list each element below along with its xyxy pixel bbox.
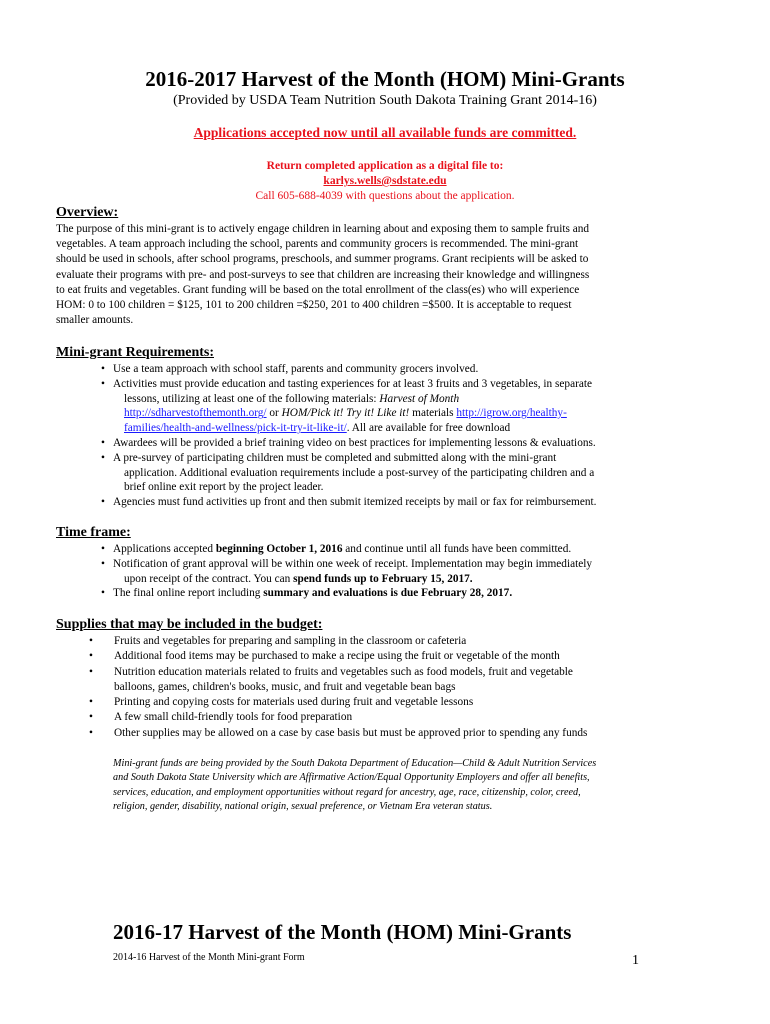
bullet-icon: •: [89, 650, 93, 663]
list-item: • Notification of grant approval will be within one week of receipt. Implementation may begin immediately upon receipt of the contract. You can spend funds up to February 15, 2017.: [101, 557, 593, 585]
page-number: 1: [632, 953, 639, 968]
page-title: 2016-2017 Harvest of the Month (HOM) Mini-Grants: [145, 67, 625, 91]
list-item: • A few small child-friendly tools for food preparation: [89, 710, 679, 725]
bullet-icon: •: [89, 635, 93, 647]
bullet-icon: •: [101, 377, 105, 390]
bullet-icon: •: [89, 726, 93, 739]
overview-line: HOM: 0 to 100 children = $125, 101 to 200 children =$250, 201 to 400 children =$500. It is acceptable to request: [56, 299, 572, 312]
list-item: • Printing and copying costs for materials used during fruit and vegetable lessons: [89, 695, 679, 710]
overview-line: smaller amounts.: [56, 314, 134, 327]
bullet-icon: •: [89, 665, 93, 678]
contact-phone-text: Call 605-688-4039 with questions about the application.: [255, 190, 515, 202]
return-instructions: Return completed application as a digital file to:: [266, 160, 504, 172]
contact-email-link[interactable]: karlys.wells@sdstate.edu: [323, 175, 447, 187]
next-page-title: 2016-17 Harvest of the Month (HOM) Mini-Grants: [113, 920, 572, 944]
overview-heading: Overview:: [56, 205, 119, 220]
list-item: • A pre-survey of participating children must be completed and submitted along with the mini-grant application. Additional evaluation requirements include a post-survey of the participating children and a brief online exit report by the project leader.: [101, 451, 595, 494]
igrow-link[interactable]: http://igrow.org/healthy-: [456, 407, 567, 420]
list-item: • Awardees will be provided a brief training video on best practices for implementing lessons & evaluations.: [101, 436, 596, 449]
applications-notice: Applications accepted now until all available funds are committed.: [193, 125, 577, 140]
harvest-of-month-link[interactable]: http://sdharvestofthemonth.org/: [124, 407, 267, 420]
bullet-icon: •: [89, 696, 93, 709]
requirements-heading: Mini-grant Requirements:: [56, 345, 214, 360]
list-item: • Nutrition education materials related to fruits and vegetables such as food models, fruit and vegetable balloons, games, children's books, music, and fruit and vegetable bean bags: [89, 665, 573, 693]
list-item: • The final online report including summary and evaluations is due February 28, 2017.: [101, 587, 513, 600]
igrow-link-continued[interactable]: families/health-and-wellness/pick-it-try-it-like-it/: [124, 422, 347, 435]
list-item: • Agencies must fund activities up front and then submit itemized receipts by mail or fax for reimbursement.: [101, 496, 597, 509]
bullet-icon: •: [89, 711, 93, 724]
bullet-icon: •: [101, 436, 105, 449]
bullet-icon: •: [101, 363, 105, 375]
list-item: • Fruits and vegetables for preparing and sampling in the classroom or cafeteria: [89, 634, 679, 649]
list-item: • Other supplies may be allowed on a case by case basis but must be approved prior to spending any funds: [89, 726, 679, 741]
bullet-icon: •: [101, 496, 105, 509]
footer-form-label: 2014-16 Harvest of the Month Mini-grant Form: [113, 952, 305, 963]
bullet-icon: •: [101, 451, 105, 464]
bullet-icon: •: [101, 557, 105, 570]
overview-line: The purpose of this mini-grant is to actively engage children in learning about and exposing them to sample fruits and: [56, 223, 590, 235]
list-item: • Activities must provide education and tasting experiences for at least 3 fruits and 3 vegetables, in separate lessons, utilizing at least one of the following materials: Harvest of Month http://sdharvestofthemonth.org/ or HOM/Pick it! Try it! Like it! materials http://igrow.org/healthy- families/health-and-wellness/pick-it-try-it-like-it/. All are available for free download: [101, 377, 593, 435]
overview-line: evaluate their programs with pre- and post-surveys to see that children are increasing their knowledge and willingness: [56, 268, 590, 281]
bullet-icon: •: [101, 543, 105, 555]
supplies-list: [89, 634, 679, 741]
page-subtitle: (Provided by USDA Team Nutrition South Dakota Training Grant 2014-16): [173, 93, 597, 108]
bullet-icon: •: [101, 587, 105, 600]
overview-paragraph: [56, 222, 656, 328]
timeframe-list: [101, 542, 661, 601]
timeframe-heading: Time frame:: [56, 525, 131, 540]
list-item: • Applications accepted beginning October 1, 2016 and continue until all funds have been committed.: [101, 543, 572, 555]
requirements-list: [101, 362, 661, 510]
overview-line: should be used in schools, after school programs, preschools, and summer programs. Grant recipients will be asked to: [56, 253, 589, 266]
overview-line: vegetables. A team approach including the school, parents and community grocers is recommended. The mini-grant: [56, 238, 579, 251]
list-item: • Additional food items may be purchased to make a recipe using the fruit or vegetable of the month: [89, 649, 679, 664]
supplies-heading: Supplies that may be included in the budget:: [56, 617, 323, 632]
list-item: • Use a team approach with school staff, parents and community grocers involved.: [101, 363, 479, 375]
overview-line: to eat fruits and vegetables. Grant funding will be based on the total enrollment of the class(es) who will experience: [56, 283, 580, 296]
nondiscrimination-statement: Mini-grant funds are being provided by the South Dakota Department of Education—Child & Adult Nutrition Services and South Dakota State University which are Affirmative Action/Equal Opportunity Employers and offer all benefits, services, education, and employment opportunities without regard for ancestry, age, race, citizenship, color, creed, religion, gender, disability, national origin, sexual preference, or Vietnam Era veteran status.: [113, 758, 597, 813]
